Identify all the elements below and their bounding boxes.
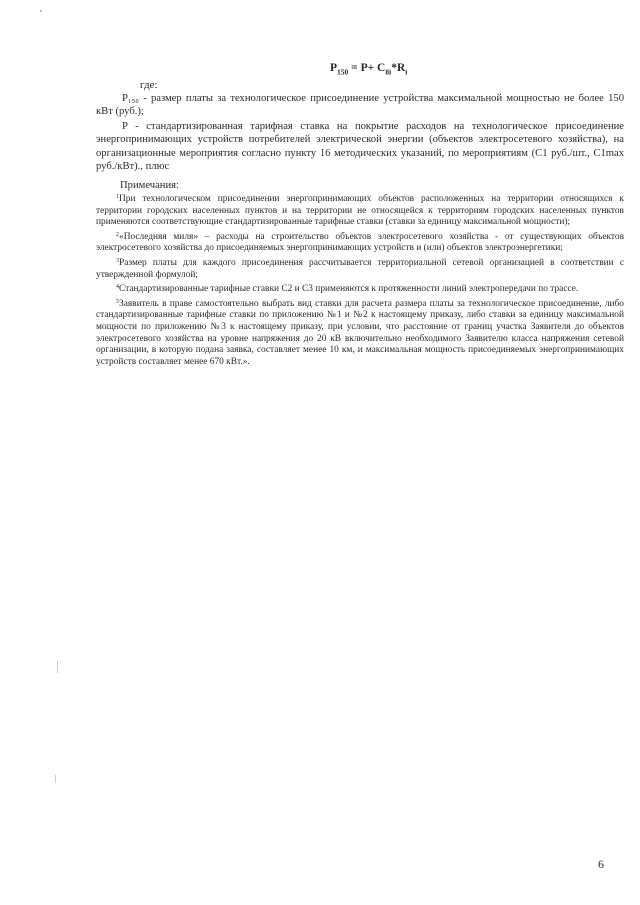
note-4: $^4$Стандартизированные тарифные ставки C2 и C3 применяются к протяженности линий электропередачи по трассе. — [116, 284, 579, 295]
definition-p150: P₁₅₀ - размер платы за технологическое присоединение устройства максимальной мощностью не более 150 кВт (руб.); — [96, 93, 624, 118]
definition-p: P - стандартизированная тарифная ставка на покрытие расходов на технологическое присоединение энергопринимающих устройств потребителей электрической энергии (объектов электросетевого хозяйства), на организационные мероприятия согласно пункту 16 методических указаний, по мероприятиям (C1 руб./шт., C1max руб./кВт)., плюс — [96, 121, 624, 173]
notes-title: Примечания: — [120, 180, 179, 191]
scan-speck — [40, 10, 42, 12]
scan-mark — [57, 661, 58, 673]
page-number: 6 — [598, 857, 604, 871]
note-3: $^3$Размер платы для каждого присоединения рассчитывается территориальной сетевой организацией в соответствии с утвержденной формулой; — [96, 257, 624, 280]
notes-list — [96, 192, 624, 369]
note-2: $^2$«Последняя миля» – расходы на строительство объектов электросетевого хозяйства - от существующих объектов электросетевого хозяйства до присоединяемых энергопринимающих устройств и (или) объектов электроэнергетики; — [96, 231, 624, 254]
where-label: где: — [140, 79, 158, 91]
note-1: $^1$При технологическом присоединении энергопринимающих объектов расположенных на территории относящихся к территории городских населенных пунктов и на территории не относящейся к территориям городских населенных пунктов применяются соответствующие стандартизированные тарифные ставки (ставки за единицу максимальной мощности); — [96, 194, 624, 228]
scan-mark — [55, 775, 56, 783]
formula: $P_{150} = P+ C_{8i}*R_i$ — [330, 62, 408, 77]
note-5: $^5$Заявитель в праве самостоятельно выбрать вид ставки для расчета размера платы за технологическое присоединение, либо стандартизированные тарифные ставки по приложению №1 и №2 к настоящему приказу, либо ставки за единицу максимальной мощности по приложению №3 к настоящему приказу, при условии, что расстояние от границ участка Заявителя до объектов электросетевого хозяйства на уровне напряжения до 20 кВ включительно необходимого Заявителю класса напряжения сетевой организации, в которую подана заявка, составляет менее 10 км, и максимальная мощность присоединяемых энергопринимающих устройств составляет менее 670 кВт.». — [96, 298, 624, 367]
